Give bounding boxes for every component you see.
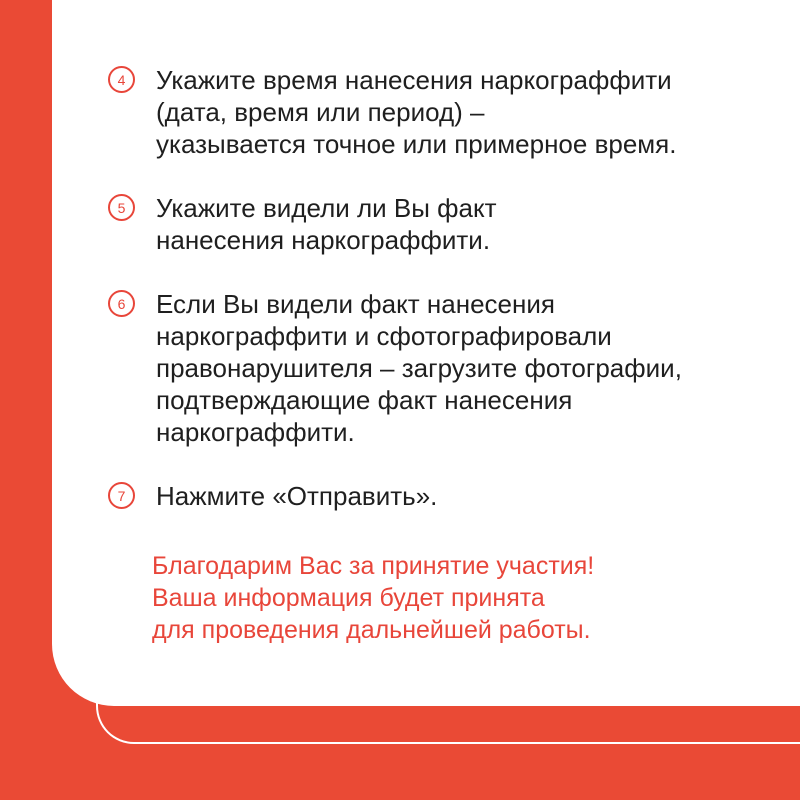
step-text [156, 192, 780, 256]
step-text-line: подтверждающие факт нанесения [156, 385, 573, 415]
step-number-badge: 6 [108, 290, 135, 317]
step-text-line: правонарушителя – загрузите фотографии, [156, 353, 682, 383]
step-number-badge: 4 [108, 66, 135, 93]
step-text-line: (дата, время или период) – [156, 97, 485, 127]
thank-you-line: Благодарим Вас за принятие участия! [152, 552, 595, 580]
step-text-line: наркограффити. [156, 417, 355, 447]
step-6 [108, 288, 780, 448]
step-text-line: нанесения наркограффити. [156, 225, 491, 255]
step-text [156, 480, 780, 512]
step-7 [108, 480, 780, 512]
step-number-badge: 7 [108, 482, 135, 509]
step-text [156, 288, 780, 448]
thank-you-line: Ваша информация будет принята [152, 584, 545, 612]
step-number-badge: 5 [108, 194, 135, 221]
step-text-line: Укажите видели ли Вы факт [156, 193, 497, 223]
step-text-line: Нажмите «Отправить». [156, 481, 438, 511]
thank-you-message [152, 550, 594, 646]
step-text-line: Если Вы видели факт нанесения [156, 289, 555, 319]
step-text-line: указывается точное или примерное время. [156, 129, 677, 159]
step-5 [108, 192, 780, 256]
thank-you-line: для проведения дальнейшей работы. [152, 616, 591, 644]
step-4 [108, 64, 780, 160]
step-text-line: наркограффити и сфотографировали [156, 321, 612, 351]
step-text-line: Укажите время нанесения наркограффити [156, 65, 672, 95]
step-text [156, 64, 780, 160]
